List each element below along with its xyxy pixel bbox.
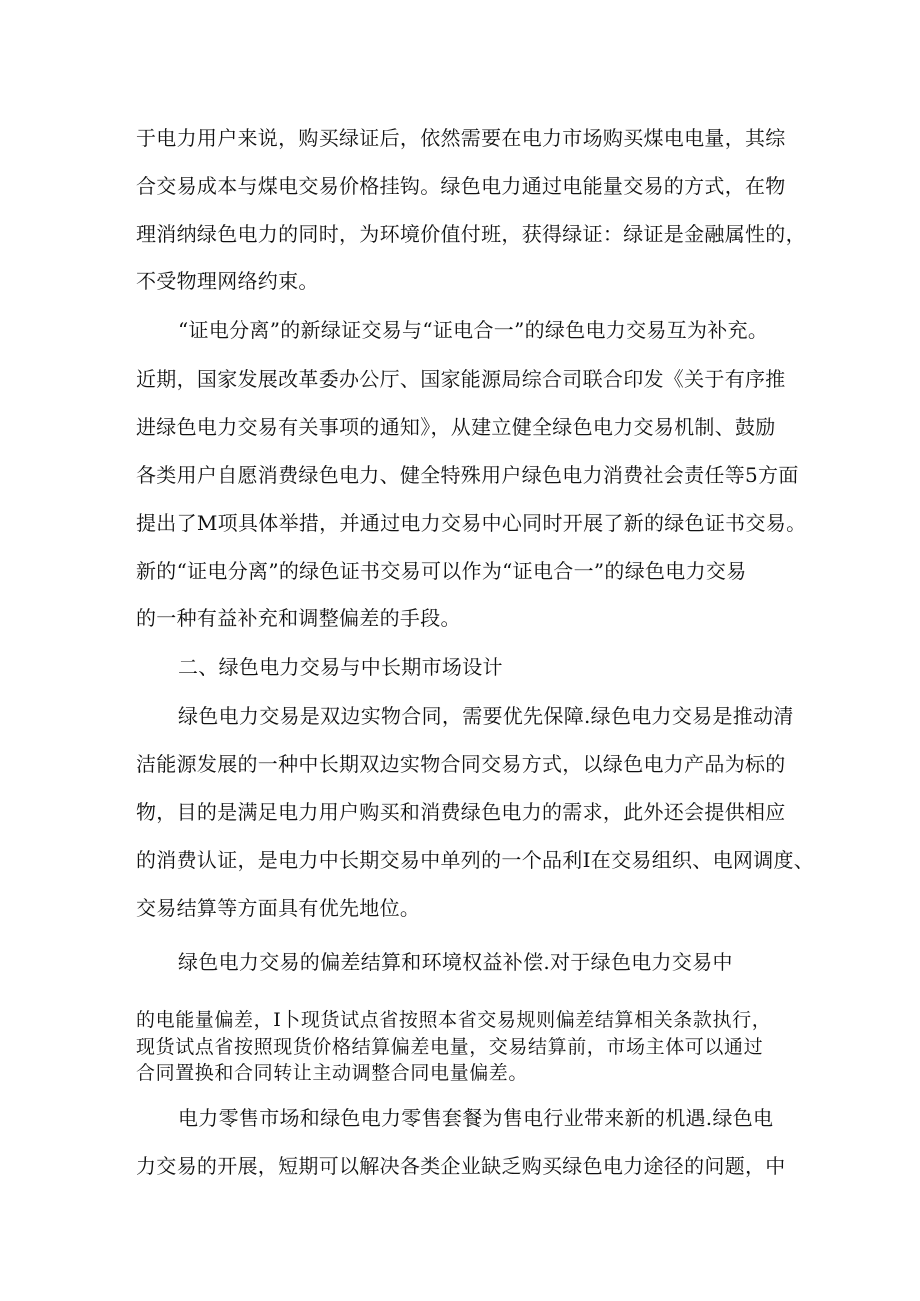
paragraph-5-line-2: 力交易的开展，短期可以解决各类企业缺乏购买绿色电力途径的问题，中: [136, 1154, 786, 1178]
paragraph-2-line-7: 的一种有益补充和调整偏差的手段。: [136, 606, 461, 630]
paragraph-3-line-1: 绿色电力交易是双边实物合同，需要优先保障.绿色电力交易是推动清: [178, 704, 794, 728]
section-heading: 二、绿色电力交易与中长期市场设计: [178, 655, 503, 679]
paragraph-2-line-2: 近期，国家发展改革委办公厅、国家能源局综合司联合印发《关于有序推: [136, 367, 786, 391]
paragraph-2-line-1: “证电分离”的新绿证交易与“证电合一”的绿色电力交易互为补充。: [178, 318, 769, 342]
paragraph-3-line-4: 的消费认证，是电力中长期交易中单列的一个品利I在交易组织、电网调度、: [136, 848, 815, 872]
paragraph-4-line-3: 现货试点省按照现货价格结算偏差电量，交易结算前，市场主体可以通过: [136, 1036, 764, 1058]
paragraph-2-line-6: 新的“证电分离”的绿色证书交易可以作为“证电合一”的绿色电力交易: [136, 559, 747, 583]
paragraph-4-line-1: 绿色电力交易的偏差结算和环境权益补偿.对于绿色电力交易中: [178, 950, 733, 974]
paragraph-5-line-1: 电力零售市场和绿色电力零售套餐为售电行业带来新的机遇.绿色电: [178, 1106, 774, 1130]
paragraph-2-line-5: 提出了M项具体举措，并通过电力交易中心同时开展了新的绿色证书交易。: [136, 511, 807, 535]
paragraph-1-line-1: 于电力用户来说，购买绿证后，依然需要在电力市场购买煤电电量，其综: [136, 126, 786, 150]
paragraph-1-line-2: 合交易成本与煤电交易价格挂钩。绿色电力通过电能量交易的方式，在物: [136, 174, 786, 198]
paragraph-4-line-2: 的电能量偏差，I卜现货试点省按照本省交易规则偏差结算相关条款执行，: [136, 1009, 772, 1031]
paragraph-2-line-4: 各类用户自愿消费绿色电力、健全特殊用户绿色电力消费社会责任等5方面: [136, 463, 799, 487]
paragraph-1-line-3: 理消纳绿色电力的同时，为环境价值付班，获得绿证：绿证是金融属性的，: [136, 222, 806, 246]
paragraph-3-line-5: 交易结算等方面具有优先地位。: [136, 896, 421, 920]
paragraph-1-line-4: 不受物理网络约束。: [136, 269, 319, 293]
paragraph-3-line-3: 物，目的是满足电力用户购买和消费绿色电力的需求，此外还会提供相应: [136, 800, 786, 824]
paragraph-4-line-4: 合同置换和合同转让主动调整合同电量偏差。: [136, 1062, 529, 1084]
paragraph-2-line-3: 进绿色电力交易有关事项的通知》，从建立健全绿色电力交易机制、鼓励: [136, 415, 776, 439]
paragraph-3-line-2: 洁能源发展的一种中长期双边实物合同交易方式，以绿色电力产品为标的: [136, 752, 786, 776]
